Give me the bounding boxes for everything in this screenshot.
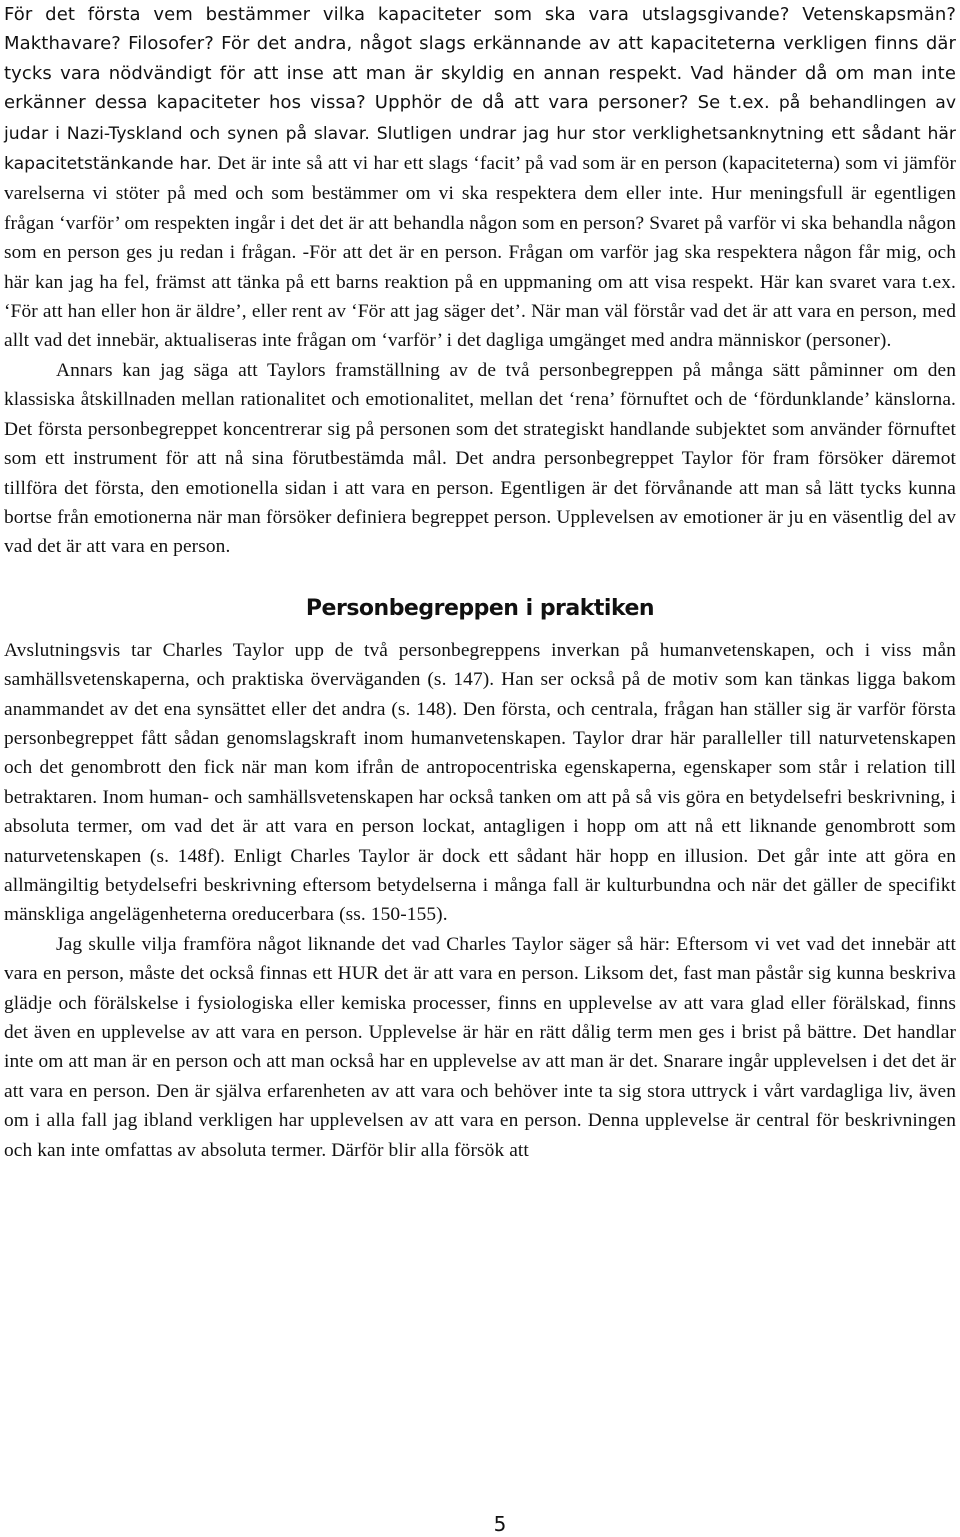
document-page — [4, 0, 956, 1165]
paragraph-1-serif-segment: Det är inte så att vi har ett slags ‘facit’ på vad som är en person (kapaciteterna) som vi jämför varelserna vi stöter på med och som bestämmer om vi ska respektera dem eller inte. Hur meningsfull är egentligen frågan ‘varför’ om respekten ingår i det det är att behandla någon som en person? Svaret på varför vi ska behandla någon som en person ges ju redan i frågan. -För att det är en person. Frågan om varför jag ska respektera någon får mig, och här kan jag ha fel, främst att tänka på ett barns reaktion på en uppmaning om att visa respekt. Här kan svaret vara t.ex. ‘För att han eller hon är äldre’, eller rent av ‘För att jag säger det’. När man väl förstår vad det är att vara en person, med allt vad det innebär, aktualiseras inte frågan om ‘varför’ i det dagliga umgänget med andra människor (personer). — [4, 153, 957, 352]
page-number: 5 — [493, 1512, 507, 1536]
paragraph-1-mixed-segment: på behandlingen av judar i Nazi-Tyskland och synen på slavar. Slutligen undrar jag hur stor verklighetsanknytning ett sådant här kapacitetstänkande har. — [4, 93, 957, 175]
paragraph-1-sans-segment: För det första vem bestämmer vilka kapaciteter som ska vara utslagsgivande? Vetenskapsmän? Makthavare? Filosofer? För det andra, något slags erkännande av att kapaciteterna verkligen finns där tycks vara nödvändigt för att inse att man är skyldig en annan respekt. Vad händer då om man inte erkänner dessa kapaciteter hos vissa? Upphör de då att vara personer? Se t.ex. — [4, 4, 956, 114]
paragraph-4: Jag skulle vilja framföra något liknande det vad Charles Taylor säger så här: Eftersom vi vet vad det innebär att vara en person, måste det också finnas ett HUR det är att vara en person. Liksom det, fast man påstår sig kunna beskriva glädje och förälskelse i fysiologiska eller kemiska processer, finns en upplevelse av att vara glad eller förälskad, finns det även en upplevelse av att vara en person. Upplevelse är här en rätt dålig term men ges i brist på bättre. Det handlar inte om att man är en person och att man också har en upplevelse av att man är det. Snarare ingår upplevelsen i det det är att vara en person. Den är själva erfarenheten av att vara och behöver inte ta sig stora uttryck i vårt vardagliga liv, även om i alla fall jag ibland verkligen har upplevelsen av att vara en person. Denna upplevelse är central för beskrivningen och kan inte omfattas av absoluta termer. Därför blir alla försök att — [4, 933, 956, 1161]
paragraph-2: Annars kan jag säga att Taylors framställning av de två personbegreppen på många sätt påminner om den klassiska åtskillnaden mellan rationalitet och emotionalitet, mellan det ‘rena’ förnuftet och de ‘fördunklande’ känslorna. Det första personbegreppet koncentrerar sig på personen som det strategiskt handlande subjektet som använder förnuftet som ett instrument för att nå sina förutbestämda mål. Det andra personbegreppet Taylor för fram försöker däremot tillföra det första, den emotionella sidan i att vara en person. Egentligen är det förvånande att man så lätt tycks kunna bortse från emotionerna när man försöker definiera begreppet person. Upplevelsen av emotioner är ju en väsentlig del av vad det är att vara en person. — [4, 359, 956, 558]
paragraph-3: Avslutningsvis tar Charles Taylor upp de två personbegreppens inverkan på humanvetenskapen, och i viss mån samhällsvetenskaperna, och praktiska överväganden (s. 147). Han ser också på de motiv som kan tänkas ligga bakom anammandet av det ena synsättet eller det andra (s. 148). Den första, och centrala, frågan han ställer sig är varför första personbegreppet fått sådan genomslagskraft inom humanvetenskapen. Taylor drar här paralleller till naturvetenskapen och det genombrott den fick när man kom ifrån de antropocentriska egenskaperna, egenskaper som står i relation till betraktaren. Inom human- och samhällsvetenskapen har också tanken om att på så vis göra en betydelsefri beskrivning, i absoluta termer, om vad det är att vara en person lockat, antagligen i hopp om att nå ett liknande genombrott som naturvetenskapen (s. 148f). Enligt Charles Taylor är dock ett sådant här hopp en illusion. Det går inte att göra en allmängiltig betydelsefri beskrivning eftersom betydelserna i många fall är kulturbundna och när det gäller de specifikt mänskliga angelägenheterna oreducerbara (ss. 150-155). — [4, 639, 956, 926]
section-heading: Personbegreppen i praktiken — [305, 595, 655, 621]
spacer — [4, 624, 956, 636]
spacer — [4, 562, 956, 594]
paragraph-1 — [4, 0, 956, 356]
